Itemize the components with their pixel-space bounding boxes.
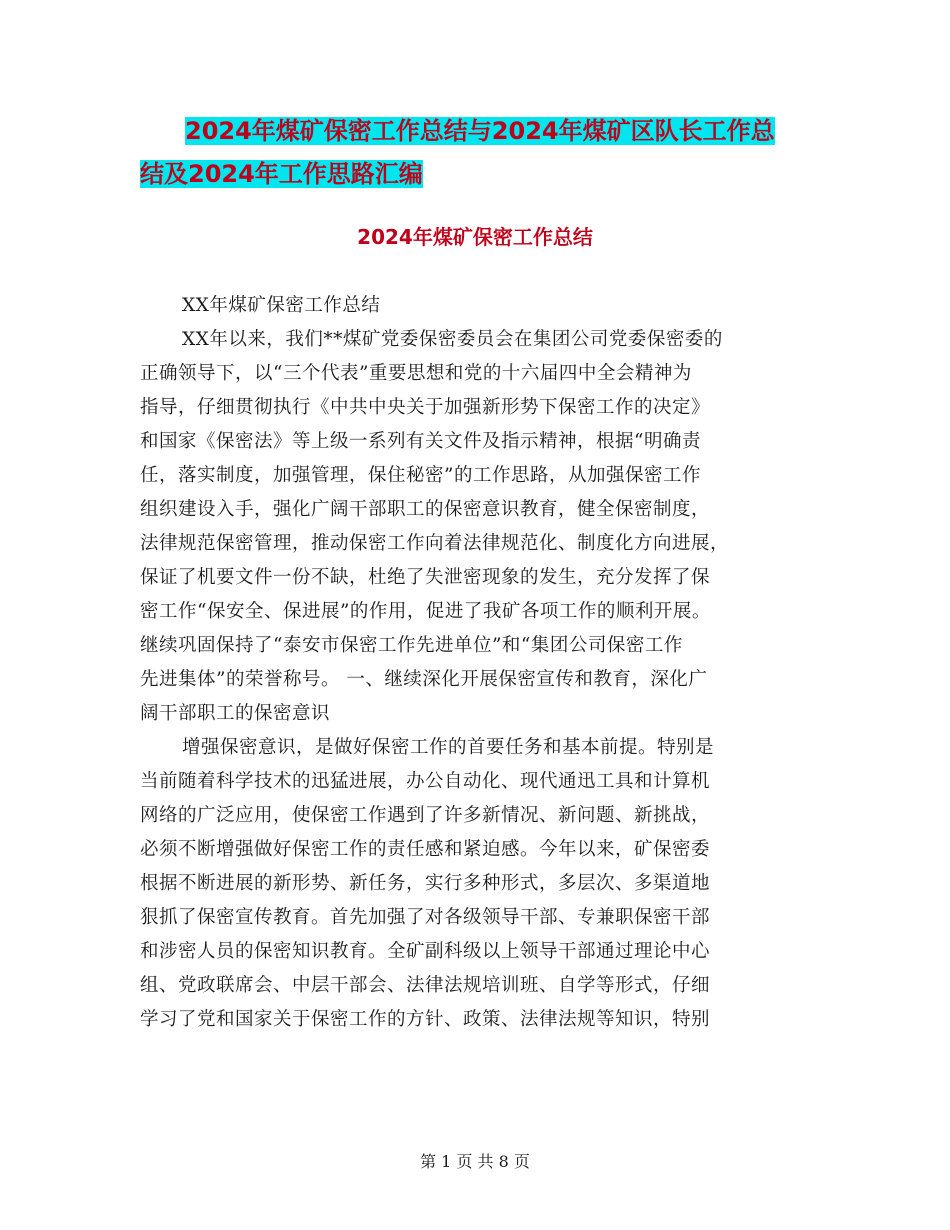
body-text [140, 289, 810, 1037]
text-line: 网络的广泛应用，使保密工作遇到了许多新情况、新问题、新挑战， [140, 805, 711, 826]
text-line: 根据不断进展的新形势、新任务，实行多种形式，多层次、多渠道地 [140, 873, 711, 894]
text-line: 组、党政联席会、中层干部会、法律法规培训班、自学等形式，仔细 [140, 975, 711, 996]
text-line: 当前随着科学技术的迅猛进展，办公自动化、现代通迅工具和计算机 [140, 771, 711, 792]
text-line: 必须不断增强做好保密工作的责任感和紧迫感。今年以来，矿保密委 [140, 839, 711, 860]
document-title [140, 110, 830, 196]
title-highlight: 结及2024年工作思路汇编 [140, 160, 423, 188]
section-title: 2024年煤矿保密工作总结 [357, 225, 593, 249]
text-line: 保证了机要文件一份不缺，杜绝了失泄密现象的发生，充分发挥了保 [140, 567, 711, 588]
text-line: 组织建设入手，强化广阔干部职工的保密意识教育，健全保密制度， [140, 499, 711, 520]
text-line: 继续巩固保持了“泰安市保密工作先进单位”和“集团公司保密工作 [140, 635, 683, 656]
text-line: 学习了党和国家关于保密工作的方针、政策、法律法规等知识，特别 [140, 1009, 711, 1030]
text-line: 任，落实制度，加强管理，保住秘密”的工作思路，从加强保密工作 [140, 465, 701, 486]
text-line: 和涉密人员的保密知识教育。全矿副科级以上领导干部通过理论中心 [140, 941, 711, 962]
text-line: 法律规范保密管理，推动保密工作向着法律规范化、制度化方向进展， [140, 533, 730, 554]
text-line: 狠抓了保密宣传教育。首先加强了对各级领导干部、专兼职保密干部 [140, 907, 711, 928]
text-line: 正确领导下，以“三个代表”重要思想和党的十六届四中全会精神为 [140, 363, 692, 384]
page-footer: 第 1 页 共 8 页 [420, 1152, 530, 1171]
text-line: 增强保密意识，是做好保密工作的首要任务和基本前提。特别是 [182, 737, 715, 758]
text-line: 指导，仔细贯彻执行《中共中央关于加强新形势下保密工作的决定》 [140, 397, 711, 418]
title-highlight: 2024年煤矿保密工作总结与2024年煤矿区队长工作总 [185, 117, 775, 145]
text-line: 阔干部职工的保密意识 [140, 703, 331, 724]
document-title-line-2 [140, 153, 830, 196]
document-title-line-1 [140, 110, 830, 153]
text-line: XX年煤矿保密工作总结 [182, 295, 381, 316]
text-line: 先进集体”的荣誉称号。 一、继续深化开展保密宣传和教育，深化广 [140, 669, 708, 690]
text-line: 密工作“保安全、保进展”的作用，促进了我矿各项工作的顺利开展。 [140, 601, 711, 622]
text-line: XX年以来，我们**煤矿党委保密委员会在集团公司党委保密委的 [182, 329, 723, 350]
text-line: 和国家《保密法》等上级一系列有关文件及指示精神，根据“明确责 [140, 431, 701, 452]
